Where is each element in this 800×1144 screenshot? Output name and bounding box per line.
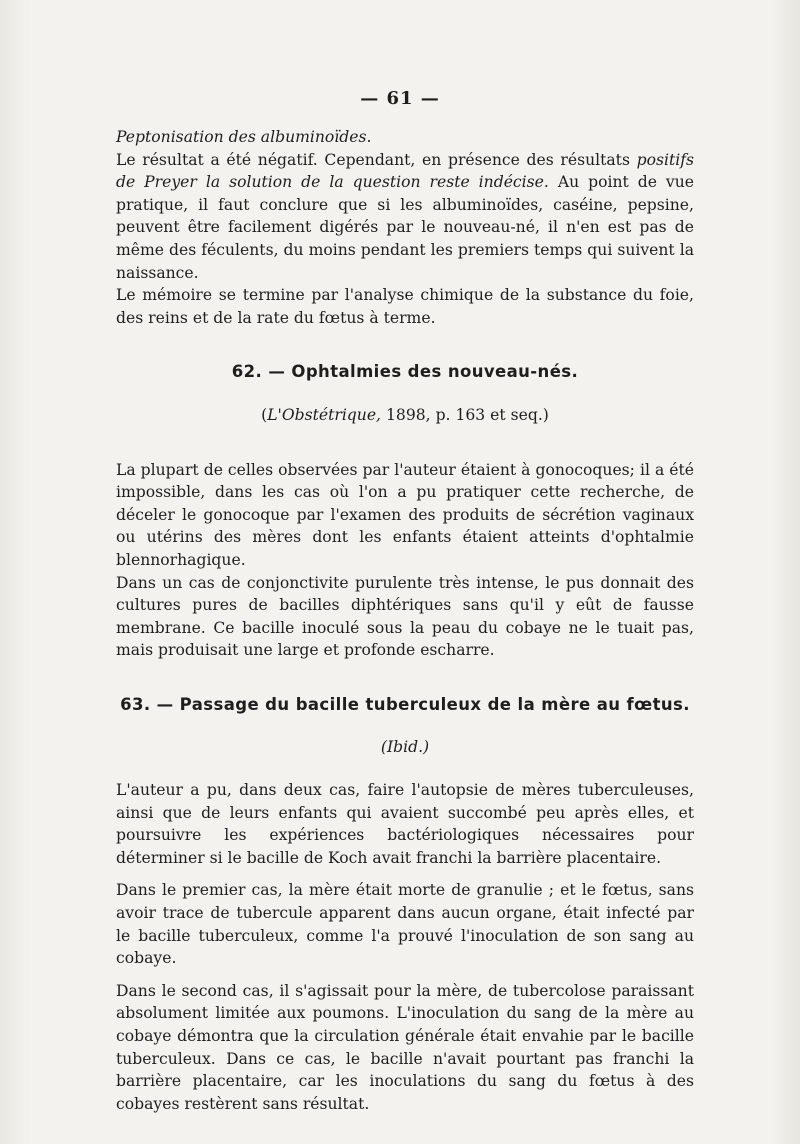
section-63-source: (Ibid.) (380, 738, 430, 757)
section-63-paragraph-3: Dans le second cas, il s'agissait pour la mère, de tubercolose paraissant absolument limitée aux poumons. L'inoculation du sang de la mère au cobaye démontra que la circulation générale était envahie par le bacille tuberculeux. Dans ce cas, le bacille n'avait pourtant pas franchi la barrière placentaire, car les inoculations du sang du fœtus à des cobayes restèrent sans résultat. (116, 981, 694, 1113)
section-63-paragraph-1: L'auteur a pu, dans deux cas, faire l'autopsie de mères tuberculeuses, ainsi que de leurs enfants qui avaient succombé peu après elles, et poursuivre les expériences bactériologiques nécessaires pour déterminer si le bacille de Koch avait franchi la barrière placentaire. (116, 781, 694, 867)
section-62-paragraph-2: Dans un cas de conjonctivite purulente très intense, le pus donnait des cultures pures de bacilles diphtériques sans qu'il y eût de fausse membrane. Ce bacille inoculé sous la peau du cobaye ne le tuait pas, mais produisait une large et profonde escharre. (116, 573, 694, 660)
peptonisation-p1-end: Au point de vue pratique, il faut conclure que si les albuminoïdes, caséine, pepsine, peuvent être facilement digérés par le nouveau-né, il n'en est pas de même des féculents, du moins pendant les premiers temps qui suivent la naissance. (116, 173, 695, 282)
peptonisation-paragraph-1 (116, 149, 694, 285)
section-62-source-open: ( (261, 405, 268, 424)
section-62-source (116, 404, 694, 427)
section-62-source-rest: 1898, p. 163 et seq.) (381, 405, 549, 424)
page-number: — 61 — (360, 88, 440, 109)
section-62-source-journal: L'Obstétrique, (267, 405, 382, 424)
section-62-title: 62. — Ophtalmies des nouveau-nés. (231, 362, 579, 382)
section-62-paragraph-1: La plupart de celles observées par l'auteur étaient à gonocoques; il a été impossible, dans les cas où l'on a pu pratiquer cette recherche, de déceler le gonocoque par l'examen des produits de sécrétion vaginaux ou utérins des mères dont les enfants étaient atteints d'ophtalmie blennorhagique. (116, 460, 694, 569)
peptonisation-heading: Peptonisation des albuminoïdes. (116, 128, 372, 146)
page-body (116, 126, 694, 1115)
section-63-title: 63. — Passage du bacille tuberculeux de la mère au fœtus. (120, 694, 690, 714)
peptonisation-p1-start: Le résultat a été négatif. Cependant, en présence des résultats (116, 150, 637, 169)
section-63-paragraph-2: Dans le premier cas, la mère était morte de granulie ; et le fœtus, sans avoir trace de tubercule apparent dans aucun organe, était infecté par le bacille tuberculeux, comme l'a prouvé l'inoculation de son sang au cobaye. (116, 881, 694, 968)
peptonisation-paragraph-2: Le mémoire se termine par l'analyse chimique de la substance du foie, des reins et de la rate du fœtus à terme. (116, 286, 694, 327)
peptonisation-p1-italic: positifs de Preyer la solution de la question reste indécise. (116, 150, 694, 192)
